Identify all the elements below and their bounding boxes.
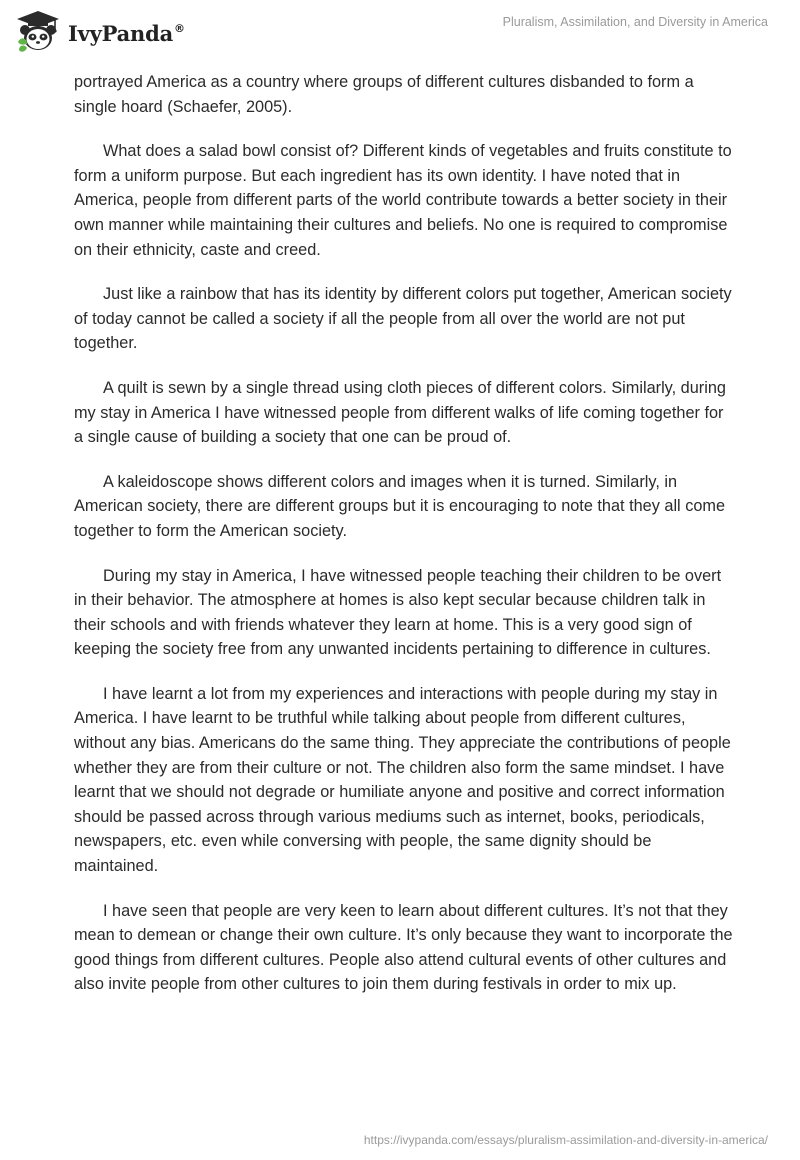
brand-text: IvyPanda	[68, 20, 174, 46]
paragraph-children: During my stay in America, I have witnessed people teaching their children to be overt in their behavior. The atmosphere at homes is also kept secular because children talk in their schools and with friends whatever they learn at home. This is a very good sign of keeping the society free from any unwanted incidents pertaining to difference in cultures.	[74, 566, 722, 659]
source-url[interactable]: https://ivypanda.com/essays/pluralism-assimilation-and-diversity-in-america/	[363, 1133, 768, 1147]
essay-body	[74, 70, 734, 1017]
paragraph-quilt: A quilt is sewn by a single thread using cloth pieces of different colors. Similarly, during my stay in America I have witnessed people from different walks of life coming together for a single cause of building a society that one can be proud of.	[74, 378, 726, 447]
paragraph-learnt: I have learnt a lot from my experiences and interactions with people during my stay in America. I have learnt to be truthful while talking about people from different cultures, without any bias. Americans do the same thing. They appreciate the contributions of people whether they are from their culture or not. The children also form the same mindset. I have learnt that we should not degrade or humiliate anyone and positive and correct information should be passed across through various mediums such as internet, books, periodicals, newspapers, etc. even while conversing with people, the same dignity should be maintained.	[74, 684, 731, 876]
panda-graduate-icon	[14, 8, 62, 56]
ivypanda-logo[interactable]	[14, 8, 185, 56]
paragraph-rainbow: Just like a rainbow that has its identity by different colors put together, American society of today cannot be called a society if all the people from all over the world are not put together.	[74, 285, 732, 353]
paragraph-cultures: I have seen that people are very keen to learn about different cultures. It’s not that they mean to demean or change their own culture. It’s only because they want to incorporate the good things from different cultures. People also attend cultural events of other cultures and also invite people from other cultures to join them during festivals in order to mix up.	[74, 901, 733, 994]
paragraph-salad-bowl: What does a salad bowl consist of? Different kinds of vegetables and fruits constitute to form a uniform purpose. But each ingredient has its own identity. I have noted that in America, people from different parts of the world contribute towards a better society in their own manner while maintaining their cultures and beliefs. No one is required to compromise on their ethnicity, caste and creed.	[74, 142, 732, 259]
paragraph-kaleidoscope: A kaleidoscope shows different colors and images when it is turned. Similarly, in American society, there are different groups but it is encouraging to note that they all come together to form the American society.	[74, 472, 726, 540]
document-title: Pluralism, Assimilation, and Diversity in America	[502, 15, 768, 29]
page-header	[0, 0, 800, 64]
brand-name	[68, 21, 185, 46]
registered-mark: ®	[174, 21, 185, 35]
paragraph-continued: portrayed America as a country where groups of different cultures disbanded to form a single hoard (Schaefer, 2005).	[74, 73, 694, 116]
